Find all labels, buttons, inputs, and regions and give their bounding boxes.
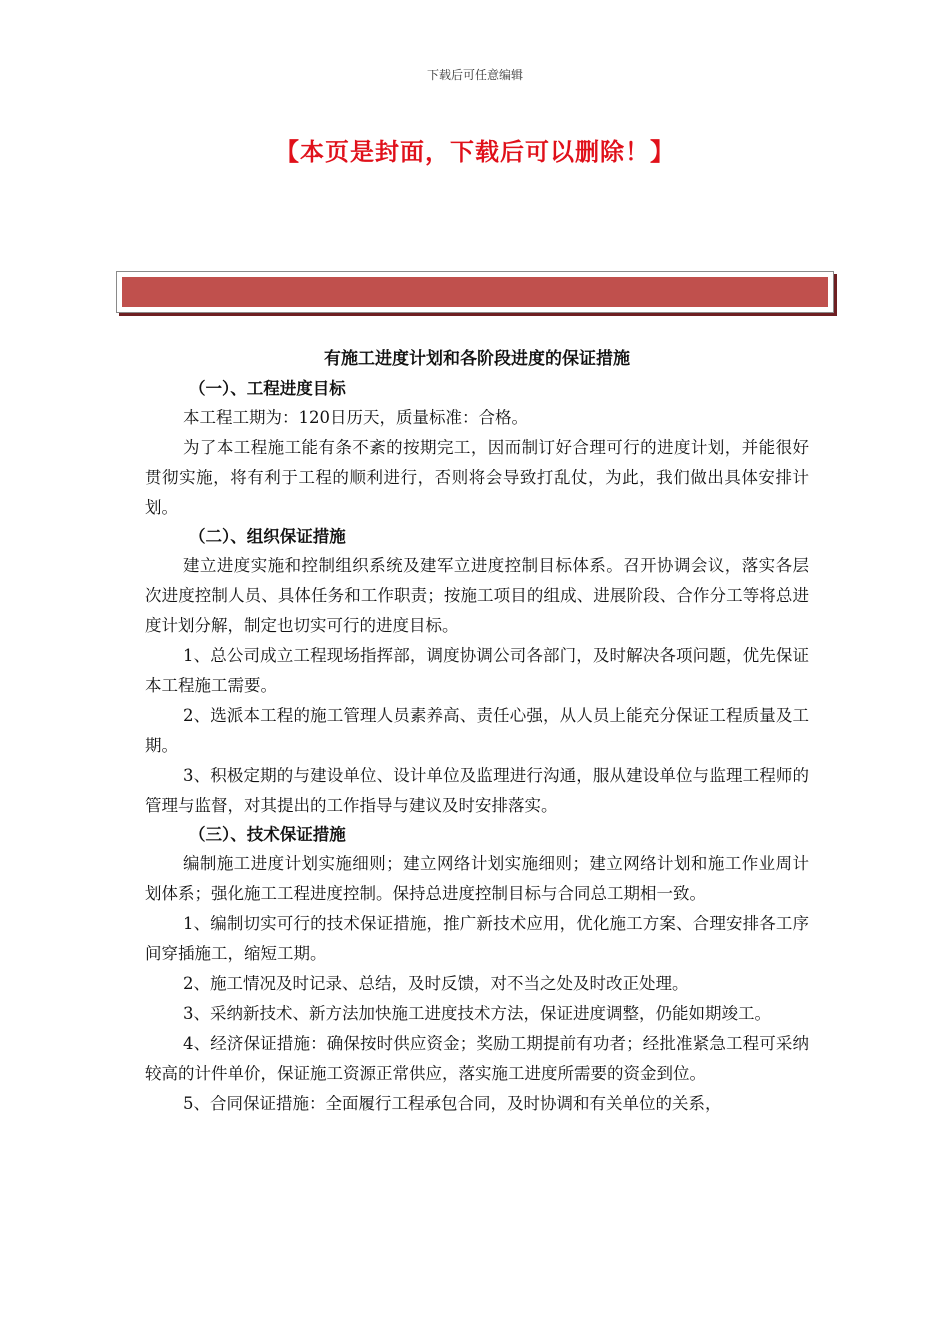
paragraph: 1、总公司成立工程现场指挥部，调度协调公司各部门，及时解决各项问题，优先保证本工程施工需要。 bbox=[145, 646, 809, 695]
cover-banner bbox=[116, 271, 834, 313]
paragraph: 5、合同保证措施：全面履行工程承包合同，及时协调和有关单位的关系， bbox=[183, 1094, 722, 1113]
cover-notice: 【本页是封面，下载后可以删除！】 bbox=[275, 138, 675, 166]
paragraph: 2、施工情况及时记录、总结，及时反馈，对不当之处及时改正处理。 bbox=[183, 974, 689, 993]
section-heading: （一）、工程进度目标 bbox=[189, 379, 346, 398]
paragraph: 3、采纳新技术、新方法加快施工进度技术方法，保证进度调整，仍能如期竣工。 bbox=[183, 1004, 771, 1023]
paragraph: 4、经济保证措施：确保按时供应资金；奖励工期提前有功者；经批准紧急工程可采纳较高的计件单价，保证施工资源正常供应，落实施工进度所需要的资金到位。 bbox=[145, 1034, 809, 1083]
paragraph: 为了本工程施工能有条不紊的按期完工，因而制订好合理可行的进度计划，并能很好贯彻实施，将有利于工程的顺利进行，否则将会导致打乱仗，为此，我们做出具体安排计划。 bbox=[145, 438, 809, 517]
paragraph: 建立进度实施和控制组织系统及建军立进度控制目标体系。召开协调会议，落实各层次进度控制人员、具体任务和工作职责；按施工项目的组成、进展阶段、合作分工等将总进度计划分解，制定也切实可行的进度目标。 bbox=[145, 556, 809, 635]
page-header-note: 下载后可任意编辑 bbox=[426, 68, 523, 82]
paragraph: 编制施工进度计划实施细则；建立网络计划实施细则；建立网络计划和施工作业周计划体系；强化施工工程进度控制。保持总进度控制目标与合同总工期相一致。 bbox=[145, 854, 809, 903]
cover-banner-fill bbox=[122, 277, 828, 307]
paragraph: 3、积极定期的与建设单位、设计单位及监理进行沟通，服从建设单位与监理工程师的管理与监督，对其提出的工作指导与建议及时安排落实。 bbox=[145, 766, 809, 815]
section-heading: （三）、技术保证措施 bbox=[189, 825, 346, 844]
document-body bbox=[145, 345, 809, 1119]
paragraph: 本工程工期为：120日历天，质量标准：合格。 bbox=[183, 408, 528, 427]
paragraph: 2、选派本工程的施工管理人员素养高、责任心强，从人员上能充分保证工程质量及工期。 bbox=[145, 706, 809, 755]
section-heading: （二）、组织保证措施 bbox=[189, 527, 346, 546]
paragraph: 1、编制切实可行的技术保证措施，推广新技术应用，优化施工方案、合理安排各工序间穿插施工，缩短工期。 bbox=[145, 914, 809, 963]
document-title: 有施工进度计划和各阶段进度的保证措施 bbox=[324, 349, 630, 369]
